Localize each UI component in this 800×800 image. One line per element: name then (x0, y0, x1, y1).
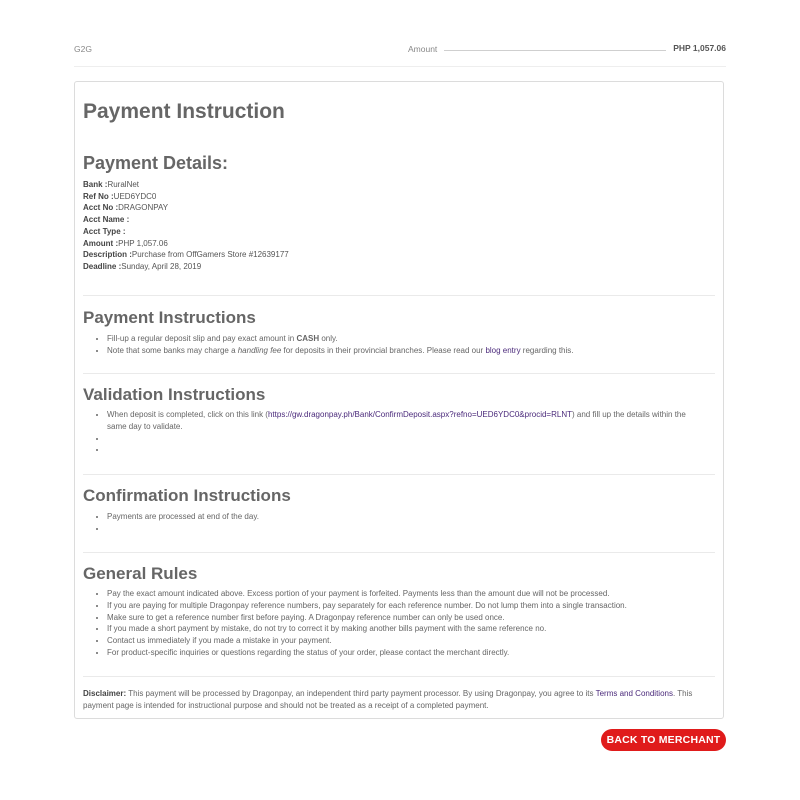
payment-details (83, 179, 289, 273)
ref-value: UED6YDC0 (113, 191, 157, 201)
disclaimer-text: . This payment page is intended for instructional purpose and should not be treated as a receipt of a completed payment. (83, 689, 693, 710)
list-item: • For product-specific inquiries or questions regarding the status of your order, please contact the merchant directly. (107, 647, 703, 659)
description-row (83, 249, 289, 261)
disclaimer-label: Disclaimer: (83, 689, 127, 698)
amount-label: Amount (408, 44, 438, 54)
acct-type-label: Acct Type : (83, 226, 126, 236)
deadline-value: Sunday, April 28, 2019 (121, 261, 202, 271)
list-item-text: Fill-up a regular deposit slip and pay exact amount in (107, 334, 297, 343)
disclaimer (83, 688, 711, 712)
list-item-text: only. (319, 334, 338, 343)
confirm-deposit-link[interactable]: https://gw.dragonpay.ph/Bank/ConfirmDeposit.aspx?refno=UED6YDC0&procid=RLNT (267, 410, 572, 419)
bank-label: Bank : (83, 180, 108, 189)
disclaimer-text: This payment will be processed by Dragonpay, an independent third party payment processor. By using Dragonpay, you agree to its (126, 689, 596, 698)
general-rules-heading: General Rules (83, 564, 198, 583)
acct-name-row (83, 214, 289, 226)
handling-fee-emphasis: handling fee (237, 345, 282, 355)
top-bar (74, 38, 726, 60)
list-item-text: When deposit is completed, click on this link ( (107, 410, 268, 419)
acct-name-label: Acct Name : (83, 215, 130, 225)
back-to-merchant-button[interactable]: BACK TO MERCHANT (601, 729, 726, 751)
list-item: • Pay the exact amount indicated above. Excess portion of your payment is forfeited. Payments less than the amount due will not be processed. (107, 588, 703, 600)
instruction-card (74, 81, 724, 719)
amount-leader-line (444, 50, 666, 51)
details-amount-label: Amount : (83, 238, 119, 248)
section-divider (83, 676, 715, 677)
list-item (107, 523, 703, 535)
ref-label: Ref No : (83, 191, 114, 201)
list-item (107, 345, 703, 357)
deadline-label: Deadline : (83, 261, 122, 271)
list-item (107, 409, 703, 433)
blog-entry-link[interactable]: blog entry (485, 345, 521, 355)
section-divider (83, 474, 715, 475)
list-item-text: for deposits in their provincial branches. Please read our (281, 345, 486, 355)
terms-link[interactable]: Terms and Conditions (595, 689, 673, 698)
list-item-text: regarding this. (520, 345, 574, 355)
list-item-text: Note that some banks may charge a (107, 345, 238, 355)
payment-instructions-heading: Payment Instructions (83, 308, 256, 327)
general-rules-list (95, 588, 703, 659)
confirmation-instructions-heading: Confirmation Instructions (83, 486, 291, 505)
list-item: • Contact us immediately if you made a mistake in your payment. (107, 635, 703, 647)
section-divider (83, 373, 715, 374)
list-item (107, 333, 703, 345)
section-divider (83, 295, 715, 296)
bank-value: RuralNet (107, 180, 140, 189)
ref-row (83, 191, 289, 203)
cash-emphasis: CASH (296, 334, 320, 343)
list-item: • Payments are processed at end of the day. (107, 511, 703, 523)
list-item (107, 433, 703, 445)
page-title: Payment Instruction (83, 100, 285, 123)
amount-row (83, 238, 289, 250)
list-item: • If you are paying for multiple Dragonpay reference numbers, pay separately for each reference number. Do not lump them into a single transaction. (107, 600, 703, 612)
acct-no-label: Acct No : (83, 203, 119, 213)
validation-instructions-heading: Validation Instructions (83, 385, 266, 404)
confirmation-instructions-list (95, 511, 703, 535)
merchant-name: G2G (74, 44, 92, 54)
amount-value: PHP 1,057.06 (673, 43, 726, 53)
deadline-row (83, 261, 289, 273)
validation-instructions-list (95, 409, 703, 456)
payment-details-heading: Payment Details: (83, 153, 229, 173)
section-divider (83, 552, 715, 553)
description-label: Description : (83, 250, 132, 260)
list-item: • Make sure to get a reference number first before paying. A Dragonpay reference number can only be used once. (107, 612, 703, 624)
list-item-text: ) and fill up the details within the same day to validate. (107, 410, 686, 431)
payment-instructions-list (95, 333, 703, 357)
acct-type-row (83, 226, 289, 238)
acct-no-row (83, 202, 289, 214)
details-amount-value: PHP 1,057.06 (118, 238, 168, 248)
header-divider (74, 66, 726, 67)
description-value: Purchase from OffGamers Store #12639177 (131, 250, 289, 260)
bank-row (83, 179, 289, 191)
list-item: • If you made a short payment by mistake, do not try to correct it by making another bills payment with the same reference no. (107, 623, 703, 635)
acct-no-value: DRAGONPAY (118, 203, 169, 213)
list-item (107, 444, 703, 456)
